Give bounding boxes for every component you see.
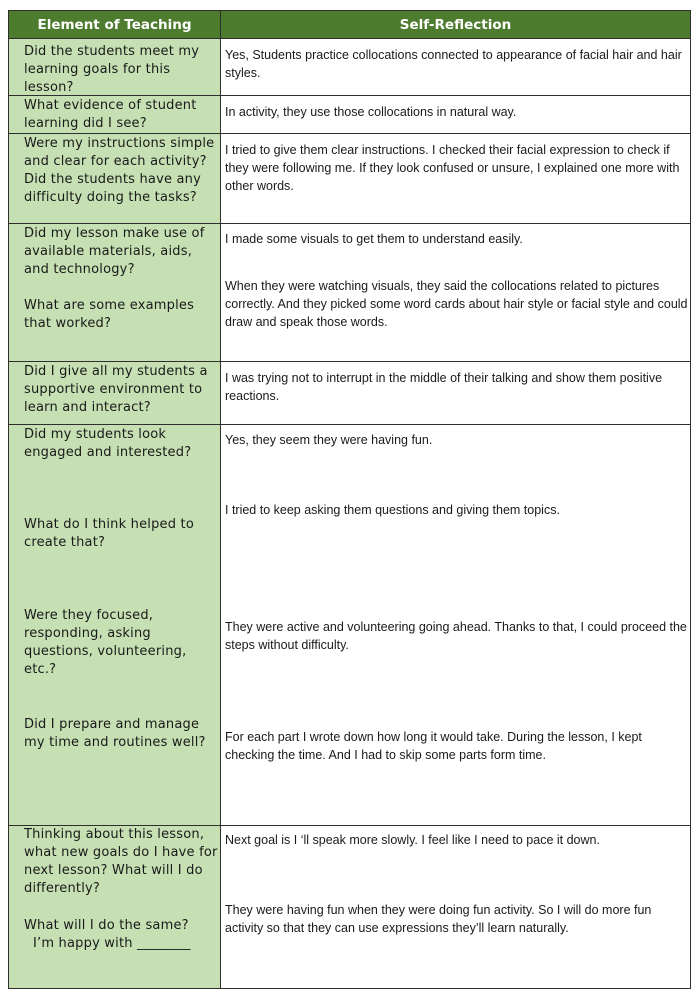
- answer-helped-create: I tried to keep asking them questions and giving them topics.: [225, 503, 560, 517]
- question-time-management: Did I prepare and manage my time and routines well?: [24, 717, 206, 750]
- answer-time-management: For each part I wrote down how long it would take. During the lesson, I kept checking the time. And I had to skip some parts form time.: [225, 730, 642, 762]
- answer-materials: I made some visuals to get them to understand easily.: [225, 232, 523, 246]
- question-evidence: What evidence of student learning did I see?: [24, 98, 197, 131]
- question-supportive-environment: Did I give all my students a supportive environment to learn and interact?: [24, 364, 208, 415]
- question-engaged: Did my students look engaged and interested?: [24, 427, 192, 460]
- answer-engaged: Yes, they seem they were having fun.: [225, 433, 433, 447]
- row-divider: [9, 424, 690, 425]
- row-divider: [9, 223, 690, 224]
- question-instructions: Were my instructions simple and clear for each activity? Did the students have any difficulty doing the tasks?: [24, 136, 215, 205]
- row-divider: [9, 133, 690, 134]
- answer-focused: They were active and volunteering going ahead. Thanks to that, I could proceed the steps without difficulty.: [225, 620, 687, 652]
- row-divider: [9, 361, 690, 362]
- reflection-table: [8, 10, 691, 989]
- question-do-the-same: What will I do the same?: [24, 918, 189, 933]
- answer-evidence: In activity, they use those collocations in natural way.: [225, 105, 517, 119]
- table-header: [9, 11, 690, 39]
- answer-learning-goals: Yes, Students practice collocations connected to appearance of facial hair and hair styles.: [225, 48, 682, 80]
- answer-new-goals: Next goal is I ‘ll speak more slowly. I feel like I need to pace it down.: [225, 833, 600, 847]
- answer-instructions: I tried to give them clear instructions. I checked their facial expression to check if they were following me. If they look confused or unsure, I explained one more with other words.: [225, 143, 680, 193]
- question-happy-with: I’m happy with ________: [33, 936, 191, 951]
- question-materials: Did my lesson make use of available materials, aids, and technology?: [24, 226, 205, 277]
- answer-do-the-same: They were having fun when they were doing fun activity. So I will do more fun activity so that they can use expressions they’ll learn naturally.: [225, 903, 652, 935]
- question-examples: What are some examples that worked?: [24, 298, 195, 331]
- header-element-of-teaching: Element of Teaching: [9, 11, 221, 38]
- question-new-goals: Thinking about this lesson, what new goals do I have for next lesson? What will I do differently?: [24, 827, 218, 896]
- header-self-reflection: Self-Reflection: [399, 17, 512, 33]
- question-learning-goals: Did the students meet my learning goals for this lesson?: [24, 44, 200, 95]
- question-focused: Were they focused, responding, asking questions, volunteering, etc.?: [24, 608, 187, 677]
- answer-supportive-environment: I was trying not to interrupt in the middle of their talking and show them positive reactions.: [225, 371, 663, 403]
- question-helped-create: What do I think helped to create that?: [24, 517, 194, 550]
- answer-examples: When they were watching visuals, they said the collocations related to pictures correctly. And they picked some word cards about hair style or facial style and could draw and speak those words.: [225, 279, 688, 329]
